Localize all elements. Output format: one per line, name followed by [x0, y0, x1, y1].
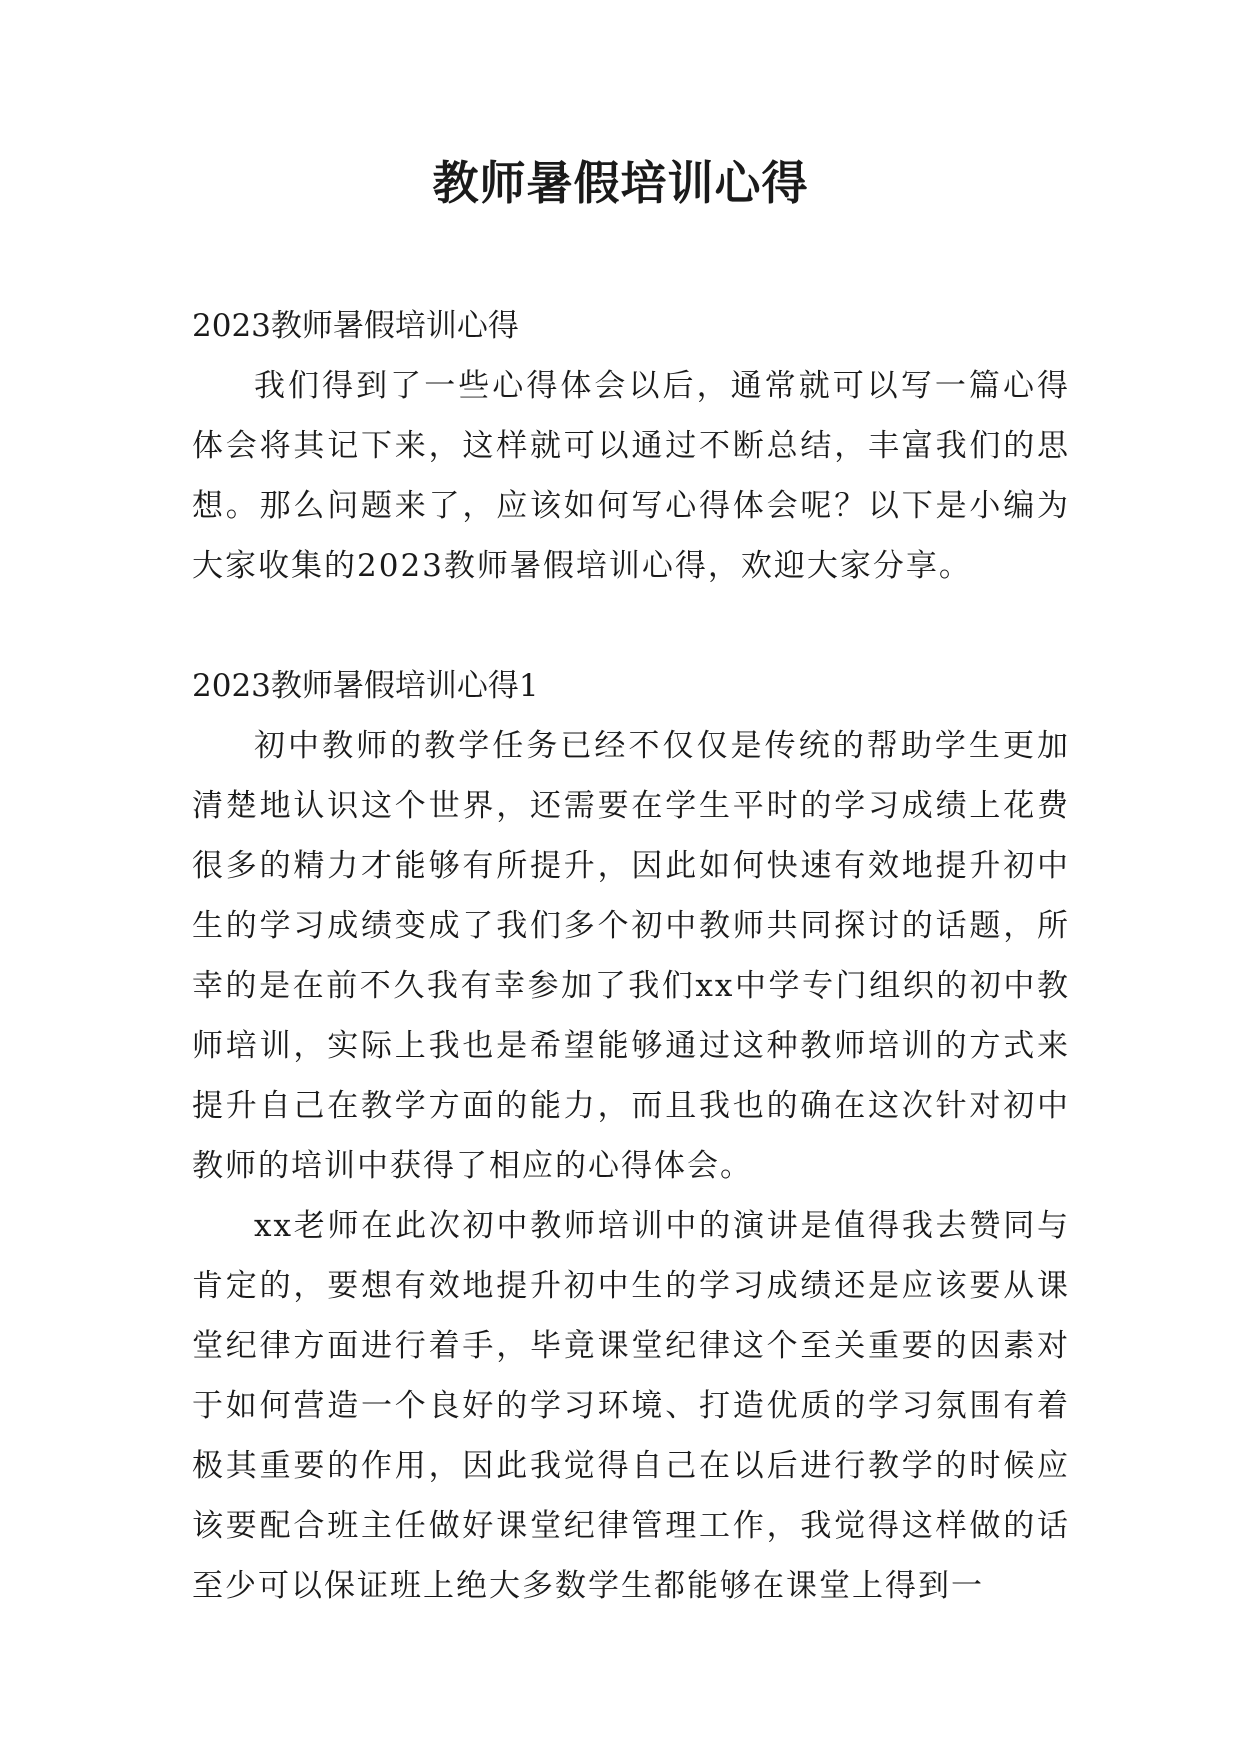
section1-paragraph-1: 初中教师的教学任务已经不仅仅是传统的帮助学生更加清楚地认识这个世界，还需要在学生平时的学习成绩上花费很多的精力才能够有所提升，因此如何快速有效地提升初中生的学习成绩变成了我们多个初中教师共同探讨的话题，所幸的是在前不久我有幸参加了我们xx中学专门组织的初中教师培训，实际上我也是希望能够通过这种教师培训的方式来提升自己在教学方面的能力，而且我也的确在这次针对初中教师的培训中获得了相应的心得体会。: [192, 728, 1070, 1184]
document-body: [192, 296, 1070, 1616]
intro-paragraph: 我们得到了一些心得体会以后，通常就可以写一篇心得体会将其记下来，这样就可以通过不断总结，丰富我们的思想。那么问题来了，应该如何写心得体会呢？以下是小编为大家收集的2023教师暑假培训心得，欢迎大家分享。: [192, 368, 1070, 584]
section-spacer: [192, 596, 1070, 656]
section1-paragraph-2: xx老师在此次初中教师培训中的演讲是值得我去赞同与肯定的，要想有效地提升初中生的学习成绩还是应该要从课堂纪律方面进行着手，毕竟课堂纪律这个至关重要的因素对于如何营造一个良好的学习环境、打造优质的学习氛围有着极其重要的作用，因此我觉得自己在以后进行教学的时候应该要配合班主任做好课堂纪律管理工作，我觉得这样做的话至少可以保证班上绝大多数学生都能够在课堂上得到一: [192, 1208, 1070, 1604]
section1-heading: 2023教师暑假培训心得1: [192, 668, 539, 704]
intro-heading: 2023教师暑假培训心得: [192, 308, 519, 344]
document-title: 教师暑假培训心得: [432, 156, 809, 210]
